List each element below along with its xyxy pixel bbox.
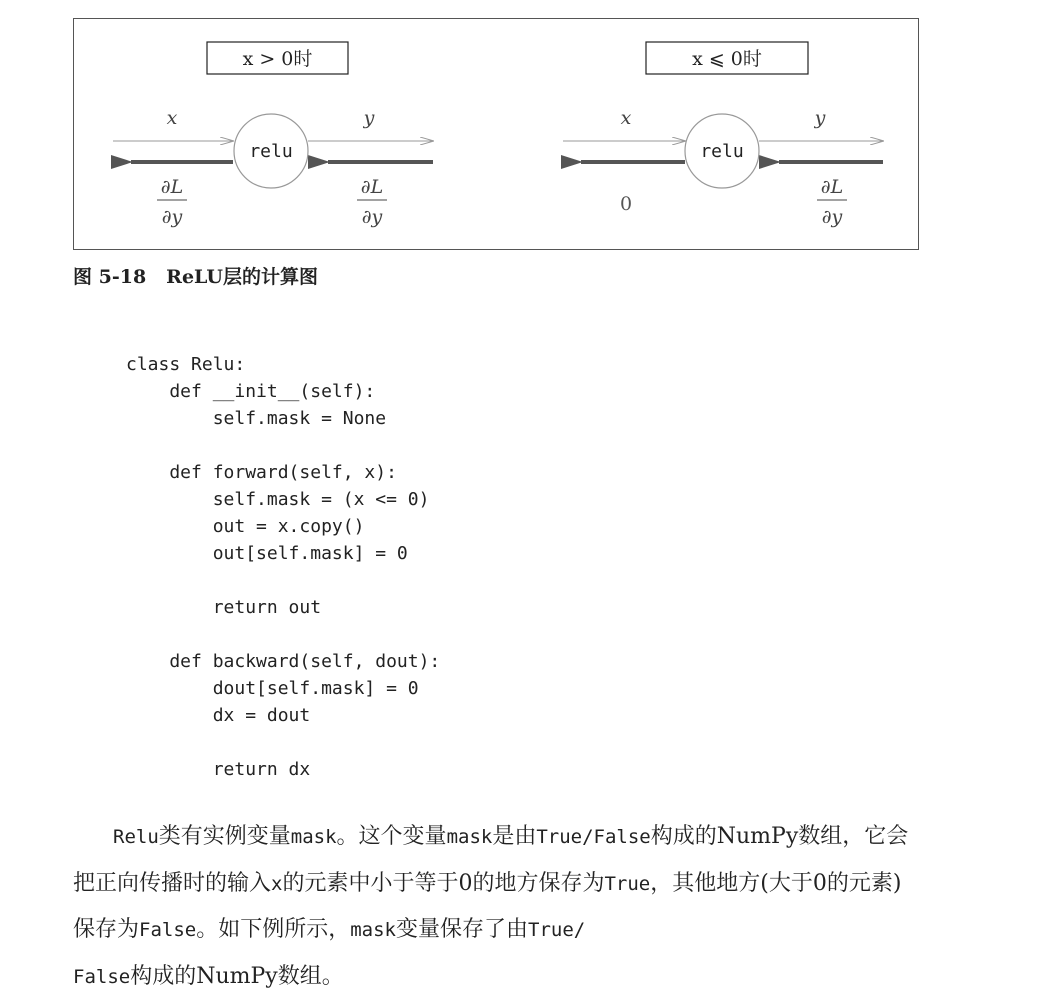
paragraph-text: ，其他地方(大于0的元素)保存为	[73, 870, 902, 942]
condition-label-left: x > 0时	[242, 48, 313, 70]
output-label-right: y	[814, 107, 826, 129]
code-line: return dx	[126, 759, 311, 780]
code-block	[126, 351, 440, 783]
code-line: self.mask = (x <= 0)	[126, 489, 430, 510]
code-line: def __init__(self):	[126, 381, 376, 402]
code-line	[126, 432, 440, 459]
condition-label-right: x ⩽ 0时	[692, 48, 762, 70]
inline-code: False	[139, 919, 197, 941]
inline-code: mask	[290, 826, 337, 848]
code-line	[126, 621, 440, 648]
inline-code: Relu	[113, 826, 159, 848]
right-panel	[563, 42, 883, 228]
graph-canvas	[73, 18, 919, 250]
left-panel	[113, 42, 433, 228]
figure-number: 图 5-18	[73, 266, 147, 288]
grad-in-denominator-left: ∂y	[361, 206, 383, 228]
code-line: out = x.copy()	[126, 516, 365, 537]
grad-in-denominator-right: ∂y	[821, 206, 843, 228]
grad-out-zero-right: 0	[619, 193, 633, 215]
grad-in-numerator-left: ∂L	[360, 176, 384, 198]
code-line: def backward(self, dout):	[126, 651, 441, 672]
code-line: out[self.mask] = 0	[126, 543, 408, 564]
grad-in-numerator-right: ∂L	[820, 176, 844, 198]
code-line: class Relu:	[126, 354, 246, 375]
paragraph-text: 构成的NumPy数组。	[130, 963, 344, 989]
inline-code: True	[604, 872, 651, 895]
inline-code: x	[271, 872, 283, 895]
figure-title: ReLU层的计算图	[166, 266, 318, 288]
inline-code: mask	[446, 826, 493, 848]
paragraph-text: 。这个变量	[336, 824, 447, 849]
code-line: def forward(self, x):	[126, 462, 397, 483]
figure-caption	[73, 262, 318, 289]
inline-code: True/False	[536, 826, 651, 848]
grad-out-denominator-left: ∂y	[161, 206, 183, 228]
paragraph-text: 变量保存了由	[396, 917, 529, 942]
code-line: self.mask = None	[126, 408, 387, 429]
input-label-left: x	[166, 107, 178, 129]
body-paragraph	[73, 814, 923, 1000]
paragraph-text: 构成的NumPy数组，它会把正向传播时的输入	[73, 824, 909, 896]
paragraph-text: 类有实例变量	[158, 824, 291, 849]
inline-code: True/	[528, 919, 586, 941]
inline-code: False	[73, 965, 131, 988]
paragraph-text: 的元素中小于等于0的地方保存为	[282, 870, 605, 896]
grad-out-numerator-left: ∂L	[160, 176, 184, 198]
code-line	[126, 567, 440, 594]
code-line: dx = dout	[126, 705, 311, 726]
inline-code: mask	[350, 919, 396, 941]
paragraph-text: 。如下例所示，	[196, 917, 351, 942]
relu-computation-graph-figure	[73, 18, 919, 250]
input-label-right: x	[620, 107, 632, 129]
output-label-left: y	[363, 107, 375, 129]
relu-node-label-right: relu	[700, 141, 744, 162]
paragraph-text: 是由	[492, 824, 537, 849]
code-line: dout[self.mask] = 0	[126, 678, 419, 699]
code-line	[126, 729, 440, 756]
code-line: return out	[126, 597, 322, 618]
relu-node-label-left: relu	[249, 141, 293, 162]
